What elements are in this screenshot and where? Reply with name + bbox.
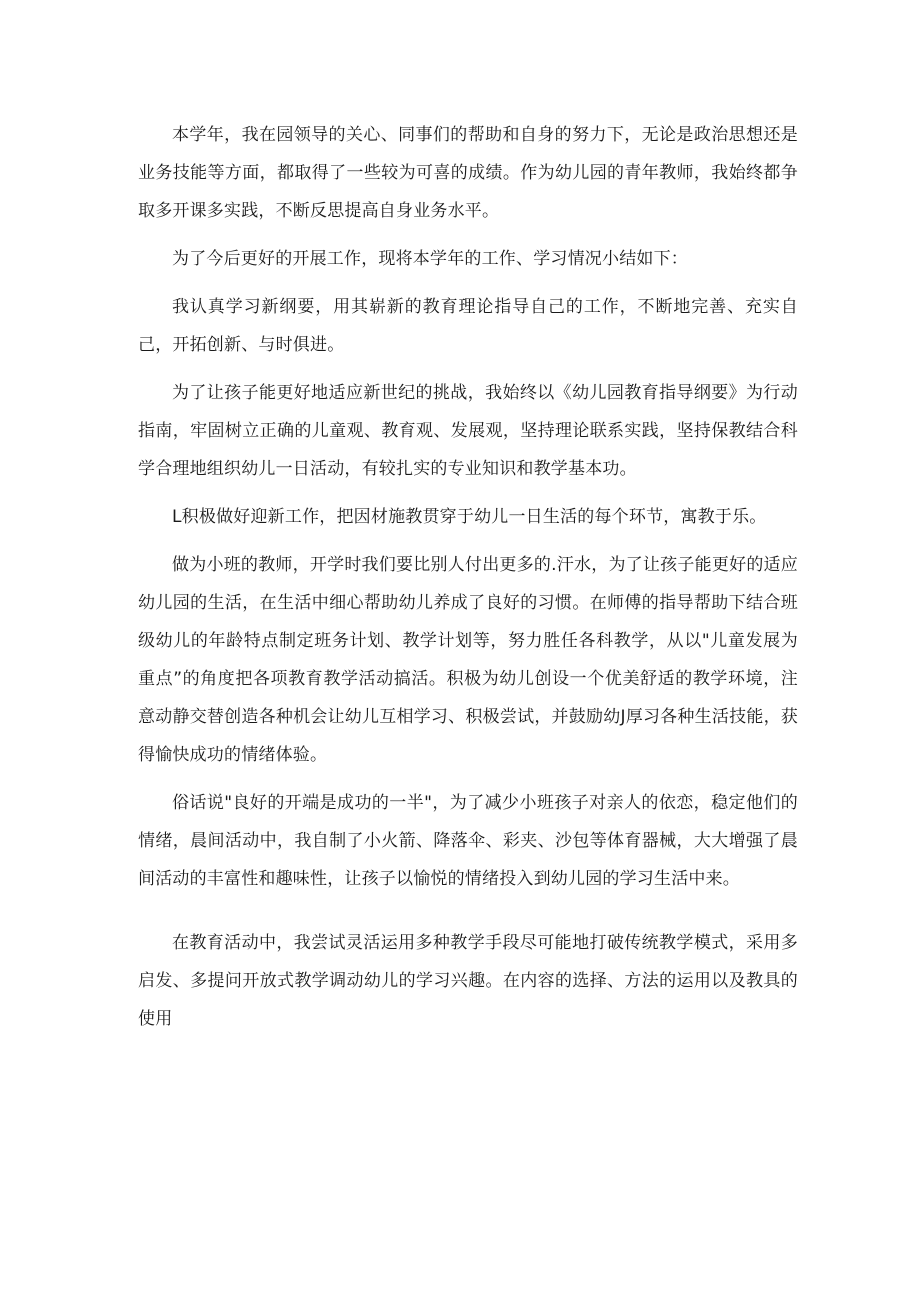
paragraph-study-guideline: 我认真学习新纲要，用其崭新的教育理论指导自己的工作，不断地完善、充实自己，开拓创新、与时俱进。 (138, 297, 798, 355)
paragraph-teaching-methods: 在教育活动中，我尝试灵活运用多种教学手段尽可能地打破传统教学模式，采用多启发、多提问开放式教学调动幼儿的学习兴趣。在内容的选择、方法的运用以及教具的使用 (138, 933, 798, 1029)
paragraph-morning-activities: 俗话说"良好的开端是成功的一半"，为了减少小班孩子对亲人的依恋，稳定他们的情绪，晨间活动中，我自制了小火箭、降落伞、彩夹、沙包等体育器械，大大增强了晨间活动的丰富性和趣味性，让孩子以愉悦的情绪投入到幼儿园的学习生活中来。 (138, 793, 798, 889)
paragraph-educational-views: 为了让孩子能更好地适应新世纪的挑战，我始终以《幼儿园教育指导纲要》为行动指南，牢固树立正确的儿童观、教育观、发展观，坚持理论联系实践，坚持保教结合科学合理地组织幼儿一日活动，有较扎实的专业知识和教学基本功。 (138, 383, 798, 479)
document-body (138, 116, 798, 1048)
paragraph-summary-lead: 为了今后更好的开展工作，现将本学年的工作、学习情况小结如下： (172, 249, 688, 269)
paragraph-intro: 本学年，我在园领导的关心、同事们的帮助和自身的努力下，无论是政治思想还是业务技能等方面，都取得了一些较为可喜的成绩。作为幼儿园的青年教师，我始终都争取多开课多实践，不断反思提高自身业务水平。 (138, 125, 798, 221)
paragraph-welcome-work: L积极做好迎新工作，把因材施教贯穿于幼儿一日生活的每个环节，寓教于乐。 (172, 507, 767, 527)
paragraph-class-teacher: 做为小班的教师，开学时我们要比别人付出更多的.汗水，为了让孩子能更好的适应幼儿园的生活，在生活中细心帮助幼儿养成了良好的习惯。在师傅的指导帮助下结合班级幼儿的年龄特点制定班务计划、教学计划等，努力胜任各科教学，从以"儿童发展为重点”的角度把各项教育教学活动搞活。积极为幼儿创设一个优美舒适的教学环境，注意动静交替创造各种机会让幼儿互相学习、积极尝试，并鼓励幼J厚习各种生活技能，获得愉快成功的情绪体验。 (138, 555, 798, 765)
